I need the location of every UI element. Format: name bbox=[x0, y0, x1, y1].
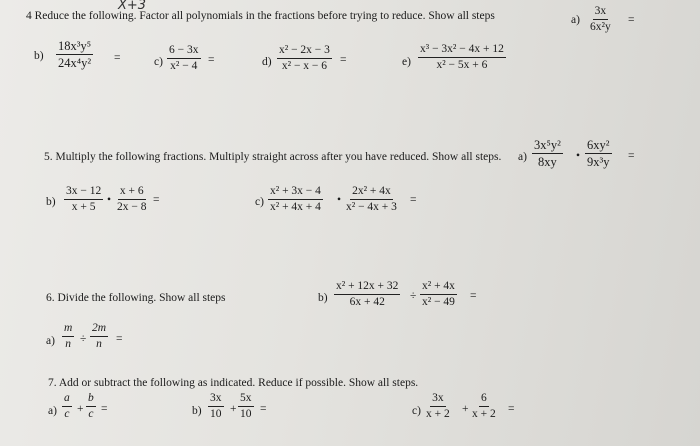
equals-sign: = bbox=[116, 333, 123, 345]
denominator: c bbox=[88, 407, 94, 420]
fraction bbox=[56, 40, 93, 69]
item-label: c) bbox=[154, 56, 163, 68]
numerator: 18x³y⁵ bbox=[58, 39, 92, 53]
problem6-title: 6. Divide the following. Show all steps bbox=[46, 292, 226, 304]
denominator: n bbox=[96, 337, 102, 350]
denominator: 9x³y bbox=[587, 154, 610, 169]
fraction bbox=[470, 393, 498, 420]
denominator: c bbox=[64, 407, 70, 420]
denominator: x² − 49 bbox=[422, 295, 455, 308]
equals-sign: = bbox=[410, 194, 417, 206]
equals-sign: = bbox=[101, 403, 108, 415]
denominator: 10 bbox=[240, 407, 252, 420]
item-label: a) bbox=[518, 151, 527, 163]
fraction bbox=[418, 44, 506, 71]
numerator: x + 6 bbox=[118, 186, 146, 200]
denominator: x + 2 bbox=[472, 407, 496, 420]
multiply-sign: • bbox=[337, 194, 342, 206]
equals-sign: = bbox=[628, 14, 635, 26]
numerator: 5x bbox=[238, 393, 254, 407]
numerator: 6 − 3x bbox=[167, 45, 201, 59]
fraction bbox=[86, 393, 96, 420]
numerator: x² + 12x + 32 bbox=[334, 281, 400, 295]
numerator: 6xy² bbox=[587, 138, 610, 152]
multiply-sign: • bbox=[576, 150, 581, 162]
item-label: b) bbox=[192, 405, 202, 417]
denominator: x² − 5x + 6 bbox=[436, 58, 488, 71]
fraction bbox=[344, 186, 399, 213]
fraction bbox=[277, 45, 332, 72]
numerator: 6 bbox=[479, 393, 489, 407]
fraction bbox=[64, 186, 103, 213]
denominator: 2x − 8 bbox=[117, 200, 147, 213]
denominator: 6x + 42 bbox=[349, 295, 385, 308]
denominator: 24x⁴y² bbox=[58, 55, 92, 70]
fraction bbox=[167, 45, 201, 72]
problem4-title: 4 Reduce the following. Factor all polynomials in the fractions before trying to reduce. Show all steps bbox=[26, 10, 495, 22]
numerator: a bbox=[62, 393, 72, 407]
fraction bbox=[588, 6, 613, 33]
fraction bbox=[424, 393, 452, 420]
denominator: x + 2 bbox=[426, 407, 450, 420]
numerator: x² + 3x − 4 bbox=[268, 186, 323, 200]
numerator: 2x² + 4x bbox=[350, 186, 393, 200]
item-label: a) bbox=[48, 405, 57, 417]
fraction bbox=[334, 281, 400, 308]
numerator: b bbox=[86, 393, 96, 407]
problem5-title: 5. Multiply the following fractions. Multiply straight across after you have reduced. Show all steps. bbox=[44, 151, 502, 163]
item-label: a) bbox=[571, 14, 580, 26]
numerator: 2m bbox=[90, 323, 108, 337]
fraction bbox=[115, 186, 149, 213]
equals-sign: = bbox=[470, 290, 477, 302]
numerator: 3x bbox=[593, 6, 609, 20]
item-label: e) bbox=[402, 56, 411, 68]
divide-sign: ÷ bbox=[410, 290, 417, 302]
denominator: n bbox=[65, 337, 72, 350]
equals-sign: = bbox=[628, 150, 635, 162]
denominator: 8xy bbox=[538, 154, 557, 169]
item-label: c) bbox=[255, 196, 264, 208]
equals-sign: = bbox=[260, 403, 267, 415]
item-label: b) bbox=[34, 50, 44, 62]
denominator: x + 5 bbox=[71, 200, 96, 213]
equals-sign: = bbox=[208, 54, 215, 66]
item-label: a) bbox=[46, 335, 55, 347]
numerator: 3x bbox=[430, 393, 446, 407]
divide-sign: ÷ bbox=[80, 333, 87, 345]
denominator: 10 bbox=[210, 407, 222, 420]
fraction bbox=[62, 323, 74, 350]
plus-sign: + bbox=[230, 403, 237, 415]
item-label: b) bbox=[318, 292, 328, 304]
fraction bbox=[90, 323, 108, 350]
denominator: x² − 4 bbox=[170, 59, 198, 72]
fraction bbox=[62, 393, 72, 420]
denominator: 6x²y bbox=[590, 20, 611, 33]
equals-sign: = bbox=[340, 54, 347, 66]
multiply-sign: • bbox=[107, 194, 112, 206]
item-label: c) bbox=[412, 405, 421, 417]
denominator: x² − 4x + 3 bbox=[346, 200, 397, 213]
numerator: 3x⁵y² bbox=[534, 138, 561, 152]
plus-sign: + bbox=[462, 403, 469, 415]
numerator: x³ − 3x² − 4x + 12 bbox=[418, 44, 506, 58]
equals-sign: = bbox=[153, 194, 160, 206]
denominator: x² + 4x + 4 bbox=[270, 200, 321, 213]
fraction bbox=[238, 393, 254, 420]
denominator: x² − x − 6 bbox=[281, 59, 328, 72]
numerator: x² + 4x bbox=[420, 281, 457, 295]
fraction bbox=[532, 139, 563, 168]
equals-sign: = bbox=[114, 52, 121, 64]
plus-sign: + bbox=[77, 403, 84, 415]
fraction bbox=[585, 139, 612, 168]
equals-sign: = bbox=[508, 403, 515, 415]
numerator: 3x − 12 bbox=[64, 186, 103, 200]
fraction bbox=[208, 393, 224, 420]
item-label: b) bbox=[46, 196, 56, 208]
handwritten-note: X+3 bbox=[118, 0, 147, 13]
numerator: m bbox=[62, 323, 74, 337]
item-label: d) bbox=[262, 56, 272, 68]
numerator: 3x bbox=[208, 393, 224, 407]
fraction bbox=[268, 186, 323, 213]
numerator: x² − 2x − 3 bbox=[277, 45, 332, 59]
fraction bbox=[420, 281, 457, 308]
problem7-title: 7. Add or subtract the following as indicated. Reduce if possible. Show all steps. bbox=[48, 377, 419, 389]
